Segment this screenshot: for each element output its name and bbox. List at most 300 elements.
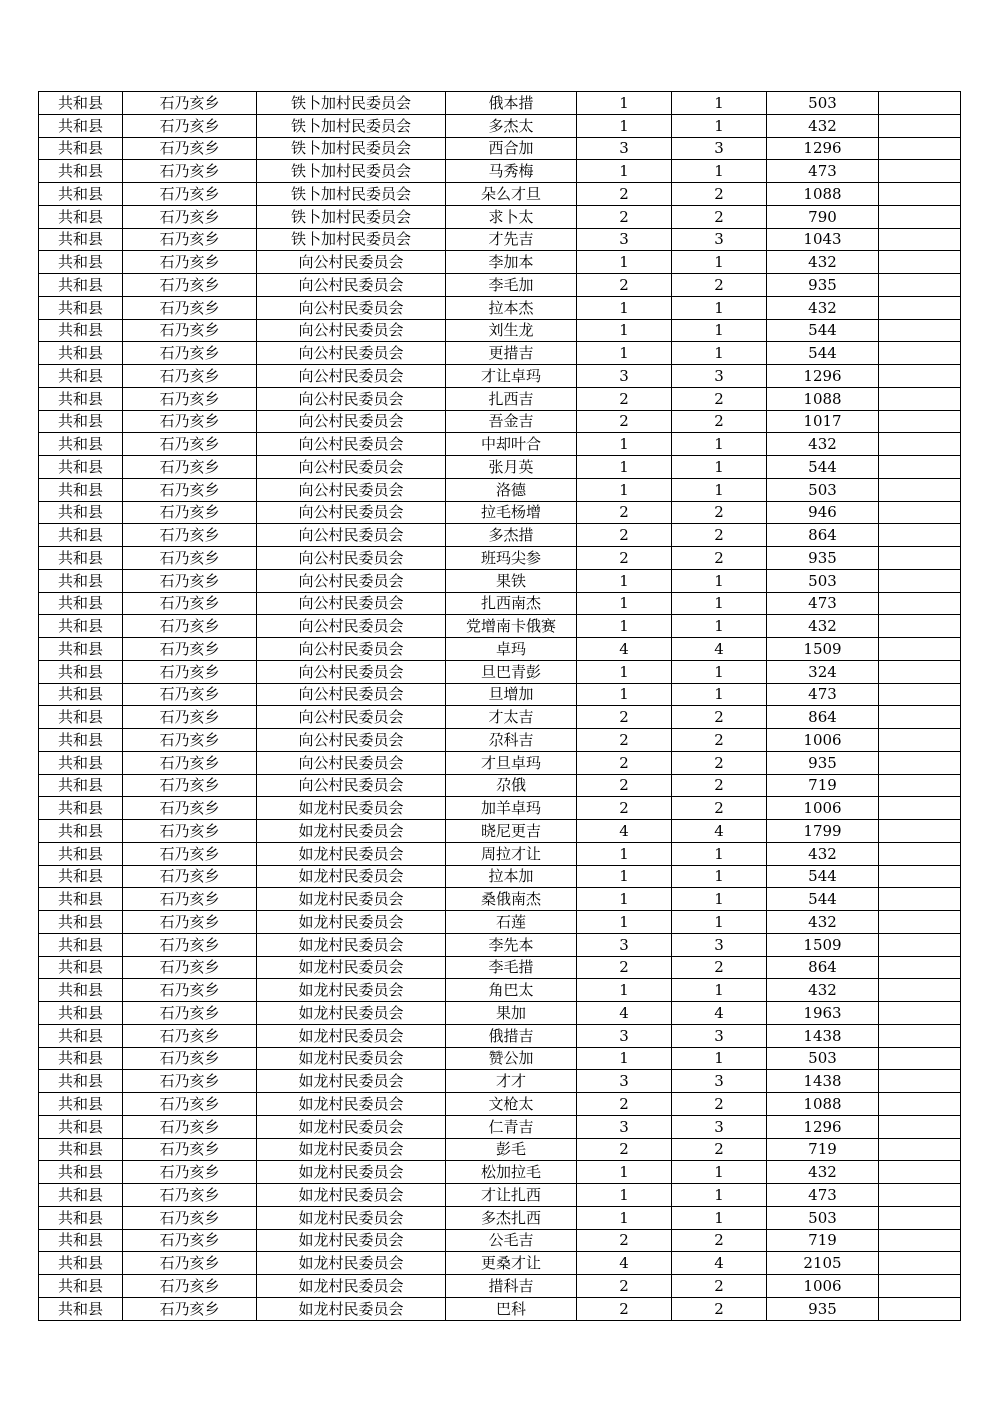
- name-cell: 才先吉: [446, 228, 577, 251]
- name-cell: 才才: [446, 1070, 577, 1093]
- county-cell: 共和县: [39, 365, 123, 388]
- county-cell: 共和县: [39, 114, 123, 137]
- remarks-cell: [879, 1138, 961, 1161]
- name-cell: 旦增加: [446, 683, 577, 706]
- village-committee-cell: 如龙村民委员会: [257, 888, 446, 911]
- name-cell: 李毛加: [446, 274, 577, 297]
- name-cell: 才让卓玛: [446, 365, 577, 388]
- amount-cell: 503: [767, 478, 879, 501]
- village-committee-cell: 向公村民委员会: [257, 569, 446, 592]
- covered-persons-cell: 1: [672, 433, 767, 456]
- county-cell: 共和县: [39, 1115, 123, 1138]
- county-cell: 共和县: [39, 820, 123, 843]
- table-row: [39, 456, 961, 479]
- village-committee-cell: 铁卜加村民委员会: [257, 137, 446, 160]
- county-cell: 共和县: [39, 774, 123, 797]
- village-committee-cell: 铁卜加村民委员会: [257, 114, 446, 137]
- township-cell: 石乃亥乡: [123, 1206, 257, 1229]
- amount-cell: 864: [767, 524, 879, 547]
- amount-cell: 324: [767, 660, 879, 683]
- amount-cell: 503: [767, 1047, 879, 1070]
- name-cell: 尕科吉: [446, 729, 577, 752]
- remarks-cell: [879, 342, 961, 365]
- covered-persons-cell: 4: [672, 1002, 767, 1025]
- village-committee-cell: 向公村民委员会: [257, 615, 446, 638]
- remarks-cell: [879, 228, 961, 251]
- household-size-cell: 1: [577, 979, 672, 1002]
- name-cell: 拉本杰: [446, 296, 577, 319]
- township-cell: 石乃亥乡: [123, 478, 257, 501]
- township-cell: 石乃亥乡: [123, 547, 257, 570]
- name-cell: 拉本加: [446, 865, 577, 888]
- table-row: [39, 1002, 961, 1025]
- amount-cell: 503: [767, 92, 879, 115]
- table-row: [39, 956, 961, 979]
- county-cell: 共和县: [39, 1297, 123, 1320]
- village-committee-cell: 如龙村民委员会: [257, 842, 446, 865]
- township-cell: 石乃亥乡: [123, 251, 257, 274]
- township-cell: 石乃亥乡: [123, 456, 257, 479]
- remarks-cell: [879, 1047, 961, 1070]
- remarks-cell: [879, 1297, 961, 1320]
- township-cell: 石乃亥乡: [123, 205, 257, 228]
- data-table: [38, 91, 961, 1321]
- amount-cell: 935: [767, 751, 879, 774]
- table-row: [39, 1297, 961, 1320]
- township-cell: 石乃亥乡: [123, 842, 257, 865]
- amount-cell: 432: [767, 615, 879, 638]
- village-committee-cell: 向公村民委员会: [257, 251, 446, 274]
- county-cell: 共和县: [39, 683, 123, 706]
- remarks-cell: [879, 547, 961, 570]
- table-row: [39, 92, 961, 115]
- household-size-cell: 2: [577, 956, 672, 979]
- name-cell: 才太吉: [446, 706, 577, 729]
- township-cell: 石乃亥乡: [123, 228, 257, 251]
- household-size-cell: 2: [577, 1229, 672, 1252]
- amount-cell: 2105: [767, 1252, 879, 1275]
- remarks-cell: [879, 1093, 961, 1116]
- amount-cell: 432: [767, 979, 879, 1002]
- household-size-cell: 1: [577, 683, 672, 706]
- township-cell: 石乃亥乡: [123, 956, 257, 979]
- amount-cell: 1509: [767, 638, 879, 661]
- township-cell: 石乃亥乡: [123, 706, 257, 729]
- amount-cell: 432: [767, 1161, 879, 1184]
- name-cell: 措科吉: [446, 1275, 577, 1298]
- household-size-cell: 2: [577, 501, 672, 524]
- remarks-cell: [879, 683, 961, 706]
- name-cell: 扎西南杰: [446, 592, 577, 615]
- remarks-cell: [879, 319, 961, 342]
- county-cell: 共和县: [39, 592, 123, 615]
- household-size-cell: 1: [577, 1206, 672, 1229]
- table-row: [39, 569, 961, 592]
- township-cell: 石乃亥乡: [123, 774, 257, 797]
- covered-persons-cell: 1: [672, 615, 767, 638]
- name-cell: 西合加: [446, 137, 577, 160]
- covered-persons-cell: 3: [672, 228, 767, 251]
- village-committee-cell: 向公村民委员会: [257, 751, 446, 774]
- amount-cell: 1088: [767, 183, 879, 206]
- name-cell: 俄措吉: [446, 1024, 577, 1047]
- county-cell: 共和县: [39, 569, 123, 592]
- household-size-cell: 1: [577, 160, 672, 183]
- covered-persons-cell: 3: [672, 933, 767, 956]
- covered-persons-cell: 1: [672, 296, 767, 319]
- county-cell: 共和县: [39, 888, 123, 911]
- village-committee-cell: 如龙村民委员会: [257, 979, 446, 1002]
- name-cell: 俄本措: [446, 92, 577, 115]
- covered-persons-cell: 2: [672, 1138, 767, 1161]
- name-cell: 李毛措: [446, 956, 577, 979]
- table-row: [39, 820, 961, 843]
- county-cell: 共和县: [39, 387, 123, 410]
- amount-cell: 473: [767, 592, 879, 615]
- remarks-cell: [879, 865, 961, 888]
- amount-cell: 1296: [767, 137, 879, 160]
- county-cell: 共和县: [39, 274, 123, 297]
- household-size-cell: 1: [577, 1047, 672, 1070]
- covered-persons-cell: 3: [672, 1070, 767, 1093]
- table-row: [39, 729, 961, 752]
- township-cell: 石乃亥乡: [123, 1093, 257, 1116]
- county-cell: 共和县: [39, 1184, 123, 1207]
- name-cell: 马秀梅: [446, 160, 577, 183]
- household-size-cell: 1: [577, 1161, 672, 1184]
- covered-persons-cell: 1: [672, 342, 767, 365]
- household-size-cell: 1: [577, 865, 672, 888]
- table-row: [39, 433, 961, 456]
- name-cell: 多杰太: [446, 114, 577, 137]
- remarks-cell: [879, 137, 961, 160]
- county-cell: 共和县: [39, 547, 123, 570]
- household-size-cell: 3: [577, 933, 672, 956]
- table-row: [39, 1184, 961, 1207]
- remarks-cell: [879, 456, 961, 479]
- township-cell: 石乃亥乡: [123, 1138, 257, 1161]
- amount-cell: 503: [767, 569, 879, 592]
- covered-persons-cell: 4: [672, 638, 767, 661]
- household-size-cell: 1: [577, 478, 672, 501]
- village-committee-cell: 向公村民委员会: [257, 478, 446, 501]
- name-cell: 党增南卡俄赛: [446, 615, 577, 638]
- name-cell: 巴科: [446, 1297, 577, 1320]
- name-cell: 松加拉毛: [446, 1161, 577, 1184]
- remarks-cell: [879, 274, 961, 297]
- county-cell: 共和县: [39, 1138, 123, 1161]
- remarks-cell: [879, 92, 961, 115]
- name-cell: 更措吉: [446, 342, 577, 365]
- name-cell: 更桑才让: [446, 1252, 577, 1275]
- table-row: [39, 478, 961, 501]
- table-row: [39, 547, 961, 570]
- remarks-cell: [879, 205, 961, 228]
- remarks-cell: [879, 1161, 961, 1184]
- household-size-cell: 2: [577, 774, 672, 797]
- township-cell: 石乃亥乡: [123, 751, 257, 774]
- amount-cell: 1438: [767, 1024, 879, 1047]
- household-size-cell: 1: [577, 842, 672, 865]
- table-row: [39, 979, 961, 1002]
- table-row: [39, 365, 961, 388]
- covered-persons-cell: 2: [672, 797, 767, 820]
- village-committee-cell: 如龙村民委员会: [257, 1161, 446, 1184]
- amount-cell: 473: [767, 160, 879, 183]
- village-committee-cell: 如龙村民委员会: [257, 820, 446, 843]
- covered-persons-cell: 3: [672, 137, 767, 160]
- household-size-cell: 1: [577, 569, 672, 592]
- table-row: [39, 1252, 961, 1275]
- name-cell: 尕俄: [446, 774, 577, 797]
- household-size-cell: 1: [577, 114, 672, 137]
- remarks-cell: [879, 1184, 961, 1207]
- covered-persons-cell: 2: [672, 751, 767, 774]
- covered-persons-cell: 2: [672, 183, 767, 206]
- village-committee-cell: 如龙村民委员会: [257, 1070, 446, 1093]
- amount-cell: 719: [767, 1229, 879, 1252]
- household-size-cell: 1: [577, 660, 672, 683]
- covered-persons-cell: 2: [672, 774, 767, 797]
- amount-cell: 1088: [767, 1093, 879, 1116]
- village-committee-cell: 向公村民委员会: [257, 456, 446, 479]
- covered-persons-cell: 2: [672, 1229, 767, 1252]
- covered-persons-cell: 1: [672, 979, 767, 1002]
- name-cell: 旦巴青彭: [446, 660, 577, 683]
- household-size-cell: 2: [577, 205, 672, 228]
- county-cell: 共和县: [39, 137, 123, 160]
- township-cell: 石乃亥乡: [123, 683, 257, 706]
- remarks-cell: [879, 114, 961, 137]
- amount-cell: 432: [767, 251, 879, 274]
- township-cell: 石乃亥乡: [123, 1161, 257, 1184]
- village-committee-cell: 向公村民委员会: [257, 433, 446, 456]
- household-size-cell: 1: [577, 433, 672, 456]
- covered-persons-cell: 2: [672, 956, 767, 979]
- covered-persons-cell: 1: [672, 683, 767, 706]
- covered-persons-cell: 2: [672, 729, 767, 752]
- covered-persons-cell: 2: [672, 524, 767, 547]
- amount-cell: 432: [767, 842, 879, 865]
- township-cell: 石乃亥乡: [123, 160, 257, 183]
- remarks-cell: [879, 820, 961, 843]
- name-cell: 班玛尖参: [446, 547, 577, 570]
- covered-persons-cell: 2: [672, 547, 767, 570]
- county-cell: 共和县: [39, 615, 123, 638]
- county-cell: 共和县: [39, 956, 123, 979]
- village-committee-cell: 向公村民委员会: [257, 547, 446, 570]
- amount-cell: 864: [767, 706, 879, 729]
- county-cell: 共和县: [39, 478, 123, 501]
- table-row: [39, 251, 961, 274]
- remarks-cell: [879, 160, 961, 183]
- covered-persons-cell: 4: [672, 820, 767, 843]
- amount-cell: 1799: [767, 820, 879, 843]
- household-size-cell: 1: [577, 319, 672, 342]
- amount-cell: 1509: [767, 933, 879, 956]
- remarks-cell: [879, 1252, 961, 1275]
- table-row: [39, 524, 961, 547]
- township-cell: 石乃亥乡: [123, 660, 257, 683]
- covered-persons-cell: 2: [672, 205, 767, 228]
- remarks-cell: [879, 433, 961, 456]
- covered-persons-cell: 1: [672, 660, 767, 683]
- remarks-cell: [879, 888, 961, 911]
- name-cell: 拉毛杨增: [446, 501, 577, 524]
- village-committee-cell: 向公村民委员会: [257, 592, 446, 615]
- amount-cell: 1006: [767, 1275, 879, 1298]
- household-size-cell: 3: [577, 1115, 672, 1138]
- household-size-cell: 1: [577, 592, 672, 615]
- table-row: [39, 865, 961, 888]
- village-committee-cell: 铁卜加村民委员会: [257, 205, 446, 228]
- amount-cell: 1296: [767, 1115, 879, 1138]
- county-cell: 共和县: [39, 751, 123, 774]
- village-committee-cell: 向公村民委员会: [257, 410, 446, 433]
- township-cell: 石乃亥乡: [123, 1229, 257, 1252]
- county-cell: 共和县: [39, 979, 123, 1002]
- county-cell: 共和县: [39, 1206, 123, 1229]
- township-cell: 石乃亥乡: [123, 933, 257, 956]
- table-row: [39, 933, 961, 956]
- name-cell: 晓尼更吉: [446, 820, 577, 843]
- remarks-cell: [879, 797, 961, 820]
- name-cell: 加羊卓玛: [446, 797, 577, 820]
- covered-persons-cell: 1: [672, 592, 767, 615]
- covered-persons-cell: 2: [672, 1093, 767, 1116]
- remarks-cell: [879, 524, 961, 547]
- table-row: [39, 1115, 961, 1138]
- remarks-cell: [879, 501, 961, 524]
- village-committee-cell: 向公村民委员会: [257, 706, 446, 729]
- table-row: [39, 1047, 961, 1070]
- household-size-cell: 3: [577, 137, 672, 160]
- name-cell: 仁青吉: [446, 1115, 577, 1138]
- county-cell: 共和县: [39, 911, 123, 934]
- table-row: [39, 660, 961, 683]
- table-row: [39, 501, 961, 524]
- covered-persons-cell: 2: [672, 706, 767, 729]
- table-row: [39, 1161, 961, 1184]
- amount-cell: 1017: [767, 410, 879, 433]
- village-committee-cell: 向公村民委员会: [257, 501, 446, 524]
- county-cell: 共和县: [39, 410, 123, 433]
- covered-persons-cell: 1: [672, 1184, 767, 1207]
- amount-cell: 864: [767, 956, 879, 979]
- household-size-cell: 2: [577, 1138, 672, 1161]
- township-cell: 石乃亥乡: [123, 820, 257, 843]
- remarks-cell: [879, 1002, 961, 1025]
- covered-persons-cell: 1: [672, 319, 767, 342]
- household-size-cell: 1: [577, 92, 672, 115]
- village-committee-cell: 铁卜加村民委员会: [257, 92, 446, 115]
- household-size-cell: 2: [577, 1093, 672, 1116]
- township-cell: 石乃亥乡: [123, 114, 257, 137]
- county-cell: 共和县: [39, 729, 123, 752]
- village-committee-cell: 如龙村民委员会: [257, 1275, 446, 1298]
- village-committee-cell: 向公村民委员会: [257, 296, 446, 319]
- name-cell: 才旦卓玛: [446, 751, 577, 774]
- name-cell: 才让扎西: [446, 1184, 577, 1207]
- covered-persons-cell: 2: [672, 410, 767, 433]
- county-cell: 共和县: [39, 865, 123, 888]
- remarks-cell: [879, 774, 961, 797]
- county-cell: 共和县: [39, 205, 123, 228]
- amount-cell: 544: [767, 342, 879, 365]
- township-cell: 石乃亥乡: [123, 501, 257, 524]
- township-cell: 石乃亥乡: [123, 1070, 257, 1093]
- table-row: [39, 706, 961, 729]
- remarks-cell: [879, 751, 961, 774]
- township-cell: 石乃亥乡: [123, 1297, 257, 1320]
- covered-persons-cell: 2: [672, 274, 767, 297]
- county-cell: 共和县: [39, 160, 123, 183]
- village-committee-cell: 如龙村民委员会: [257, 911, 446, 934]
- amount-cell: 544: [767, 865, 879, 888]
- village-committee-cell: 向公村民委员会: [257, 524, 446, 547]
- village-committee-cell: 如龙村民委员会: [257, 1229, 446, 1252]
- village-committee-cell: 铁卜加村民委员会: [257, 160, 446, 183]
- township-cell: 石乃亥乡: [123, 888, 257, 911]
- name-cell: 周拉才让: [446, 842, 577, 865]
- remarks-cell: [879, 183, 961, 206]
- county-cell: 共和县: [39, 501, 123, 524]
- remarks-cell: [879, 956, 961, 979]
- remarks-cell: [879, 638, 961, 661]
- covered-persons-cell: 1: [672, 92, 767, 115]
- table-row: [39, 319, 961, 342]
- village-committee-cell: 如龙村民委员会: [257, 1024, 446, 1047]
- household-size-cell: 1: [577, 911, 672, 934]
- name-cell: 刘生龙: [446, 319, 577, 342]
- amount-cell: 503: [767, 1206, 879, 1229]
- remarks-cell: [879, 729, 961, 752]
- household-size-cell: 3: [577, 1070, 672, 1093]
- name-cell: 中却叶合: [446, 433, 577, 456]
- county-cell: 共和县: [39, 296, 123, 319]
- amount-cell: 1006: [767, 729, 879, 752]
- household-size-cell: 1: [577, 251, 672, 274]
- county-cell: 共和县: [39, 228, 123, 251]
- household-size-cell: 2: [577, 706, 672, 729]
- household-size-cell: 1: [577, 1184, 672, 1207]
- covered-persons-cell: 2: [672, 1297, 767, 1320]
- table-row: [39, 751, 961, 774]
- table-row: [39, 137, 961, 160]
- township-cell: 石乃亥乡: [123, 797, 257, 820]
- household-size-cell: 4: [577, 1002, 672, 1025]
- amount-cell: 946: [767, 501, 879, 524]
- household-size-cell: 1: [577, 342, 672, 365]
- remarks-cell: [879, 478, 961, 501]
- amount-cell: 1088: [767, 387, 879, 410]
- table-row: [39, 1138, 961, 1161]
- household-size-cell: 2: [577, 410, 672, 433]
- table-row: [39, 160, 961, 183]
- name-cell: 扎西吉: [446, 387, 577, 410]
- township-cell: 石乃亥乡: [123, 592, 257, 615]
- remarks-cell: [879, 569, 961, 592]
- household-size-cell: 2: [577, 797, 672, 820]
- remarks-cell: [879, 1070, 961, 1093]
- remarks-cell: [879, 410, 961, 433]
- name-cell: 彭毛: [446, 1138, 577, 1161]
- village-committee-cell: 向公村民委员会: [257, 319, 446, 342]
- amount-cell: 719: [767, 1138, 879, 1161]
- township-cell: 石乃亥乡: [123, 137, 257, 160]
- covered-persons-cell: 1: [672, 1206, 767, 1229]
- township-cell: 石乃亥乡: [123, 92, 257, 115]
